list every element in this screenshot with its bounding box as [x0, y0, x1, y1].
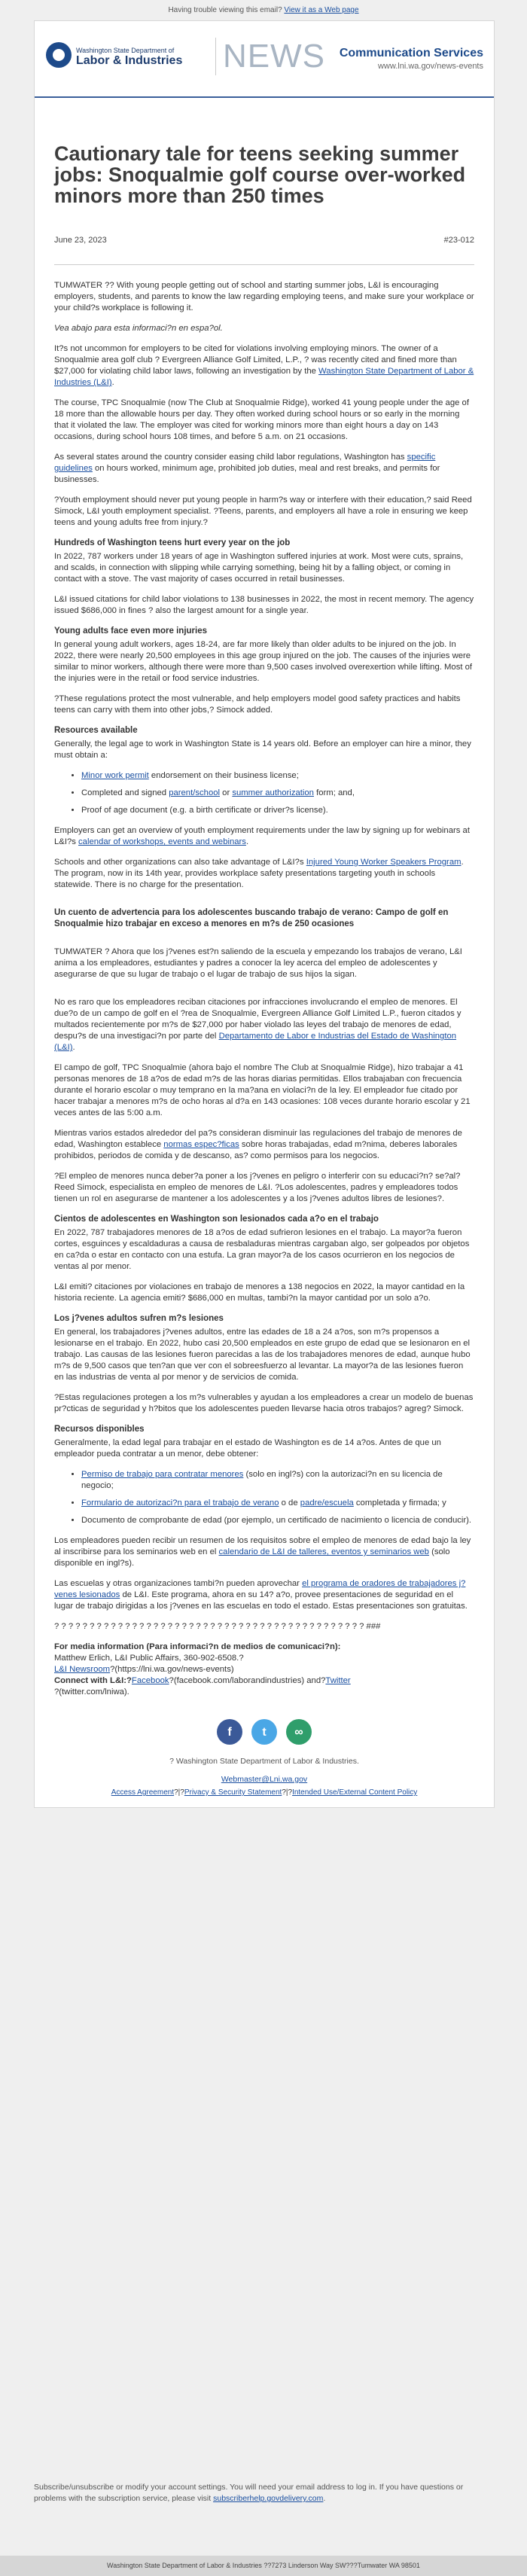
requisitos-list: [54, 1469, 474, 1526]
paragraph: In general young adult workers, ages 18-24, are far more likely than older adults to be injured on the job. In 2022, there were nearly 20,500 employees in this age group injured on the job. The causes of the injuries were similar to minor workers, although there were more than 9,500 cases involved overexertion while lifting. Most of the injuries were in the retail or food service industries.: [54, 640, 473, 683]
facebook-icon[interactable]: f: [217, 1719, 242, 1745]
paragraph: L&I emiti? citaciones por violaciones en trabajo de menores a 138 negocios en 2022, la mayor cantidad en la historia reciente. La agencia emiti? $686,000 en multas, tambi?n la mayor cantidad por un solo a?o.: [54, 1282, 465, 1303]
list-item: • Documento de comprobante de edad (por ejemplo, un certificado de nacimiento o licencia de conducir).: [81, 1515, 474, 1526]
email-card: [34, 20, 495, 1808]
paragraph: En 2022, 787 trabajadores menores de 18 a?os de edad sufrieron lesiones en el trabajo. La mayor?a fueron cortes, esguinces y escaldaduras a causa de resbaladuras mientras cargaban algo, ser golpeados por objetos en ca?da o estar en contacto con una estufa. La gran mayor?a de los casos ocurrieron en los negocios de ventas al por menor.: [54, 1228, 470, 1271]
privacy-link[interactable]: Privacy & Security Statement: [184, 1788, 282, 1797]
subscriber-help-link[interactable]: subscriberhelp.govdelivery.com: [213, 2494, 324, 2503]
access-agreement-link[interactable]: Access Agreement: [111, 1788, 175, 1797]
spanish-note: Vea abajo para esta informaci?n en espa?ol.: [54, 324, 223, 333]
summer-auth-link[interactable]: summer authorization: [232, 788, 314, 797]
logo-dept: Washington State Department of: [76, 47, 175, 54]
connect-label: Connect with L&I:?: [54, 1676, 132, 1685]
facebook-link[interactable]: Facebook: [131, 1676, 169, 1685]
formulario-link[interactable]: Formulario de autorizaci?n para el trabajo de verano: [81, 1498, 279, 1507]
quote-paragraph: ?Youth employment should never put young people in harm?s way or interfere with their education,? said Reed Simock, L&I youth employment specialist. ?Teens, parents, and employers all have a role in ensuring we keep teens and young adults free from injury.?: [54, 495, 472, 527]
newsroom-link[interactable]: L&I Newsroom: [54, 1665, 111, 1674]
lni-link[interactable]: Washington State Department of Labor & Industries (L&I): [54, 367, 474, 387]
comm-services-title: Communication Services: [339, 47, 483, 59]
paragraph: It?s not uncommon for employers to be cited for violations involving employing minors. The owner of a Snoqualmie area golf club ? Evergreen Alliance Golf Limited, L.P., ? was recently cited and fined more than $27,000 for violating child labor laws, following an investigation by the Washington State Department of Labor & Industries (L&I).: [54, 344, 474, 387]
release-number: #23-012: [443, 236, 474, 245]
permiso-link[interactable]: Permiso de trabajo para contratar menores: [81, 1470, 244, 1479]
social-icons: [54, 1719, 474, 1745]
header-banner: [35, 21, 494, 98]
paragraph: L&I issued citations for child labor violations to 138 businesses in 2022, the most in recent memory. The agency issued $686,000 in fines ? also the largest amount for a single year.: [54, 595, 474, 615]
guidelines-link[interactable]: specific guidelines: [54, 453, 436, 473]
paragraph: Las escuelas y otras organizaciones tambi?n pueden aprovechar el programa de oradores de trabajadores j?venes lesionados de L&I. Este programa, ahora en su 14? a?o, provee presentaciones de seguridad en el lugar de trabajo dirigidas a los j?venes en las escuelas en todo el estado. Estas presentaciones son gratuitas.: [54, 1579, 468, 1611]
paragraph: El campo de golf, TPC Snoqualmie (ahora bajo el nombre The Club at Snoqualmie Ridge), hizo trabajar a 41 personas menores de 18 a?os de edad m?s de las horas diarias permitidas. Ellos trabajaban con frecuencia durante el horario escolar o muy temprano en la ma?ana en violaci?n de la ley. El empleador fue citado por hacer trabajar a menores m?s de ocho horas al d?a en 143 ocasiones: 108 veces durante horario escolar y 21 veces antes de las 5:00 a.m.: [54, 1063, 471, 1117]
logo-agency: Labor & Industries: [76, 54, 183, 67]
media-heading: For media information (Para informaci?n de medios de comunicaci?n):: [54, 1642, 341, 1651]
news-wordmark: NEWS: [223, 38, 325, 75]
paragraph: Employers can get an overview of youth employment requirements under the law by signing up for webinars at L&I?s calendar of workshops, events and webinars.: [54, 826, 470, 846]
paragraph: Generalmente, la edad legal para trabajar en el estado de Washington es de 14 a?os. Antes de que un empleador pueda contratar a un menor, debe obtener:: [54, 1438, 441, 1459]
link-icon[interactable]: ∞: [286, 1719, 312, 1745]
spanish-title: Un cuento de advertencia para los adolescentes buscando trabajo de verano: Campo de golf en Snoqualmie hizo trabajar en exceso a menores en m?s de 250 ocasiones: [54, 908, 449, 928]
intended-use-link[interactable]: Intended Use/External Content Policy: [292, 1788, 418, 1797]
media-info: For media information (Para informaci?n de medios de comunicaci?n): Matthew Erlich, L&I Public Affairs, 360-902-6508.? L&I Newsroom?(https://lni.wa.gov/news-events) Connect with L&I:?Facebook?(facebook.com/laborandindustries) and?Twitter ?(twitter.com/lniwa).: [54, 1642, 351, 1697]
requirements-list: [54, 770, 474, 816]
divider: [54, 264, 474, 265]
section-heading: Recursos disponibles: [54, 1425, 145, 1434]
paragraph: En general, los trabajadores j?venes adultos, entre las edades de 18 a 24 a?os, son m?s propensos a lesionarse en el trabajo. En 2022, hubo casi 20,500 empleados en este grupo de edad que se lesionaron en el trabajo. Las causas de las lesiones fueron parecidas a las de los trabajadores menores de edad, aunque hubo m?s de 9,500 casos que ten?an que ver con el sobreesfuerzo al levantar. La mayor?a de las lesiones fueron en las industrias de venta al por menor y de servicios de comida.: [54, 1328, 471, 1382]
release-date: June 23, 2023: [54, 236, 107, 245]
normas-link[interactable]: normas espec?ficas: [163, 1140, 239, 1149]
comm-services-url: www.lni.wa.gov/news-events: [377, 62, 483, 71]
end-marker: ? ? ? ? ? ? ? ? ? ? ? ? ? ? ? ? ? ? ? ? ? ? ? ? ? ? ? ? ? ? ? ? ? ? ? ? ? ? ? ? ? ? ? ? ###: [54, 1622, 381, 1631]
list-item: • Formulario de autorizaci?n para el trabajo de verano o de padre/escuela completada y firmada; y: [81, 1498, 474, 1509]
paragraph: The course, TPC Snoqualmie (now The Club at Snoqualmie Ridge), worked 41 young people under the age of 18 more than the allowable hours per day. They often worked during school hours or so early in the morning that it violated the law. The employer was cited for working minors more than eight hours a day on 143 occasions, during school hours 108 times, and before 5 a.m. on 21 occasions.: [54, 398, 469, 441]
twitter-icon[interactable]: t: [251, 1719, 277, 1745]
speakers-program-link[interactable]: Injured Young Worker Speakers Program: [306, 858, 462, 867]
section-heading: Resources available: [54, 726, 138, 735]
view-web-link[interactable]: View it as a Web page: [284, 6, 359, 14]
calendario-link[interactable]: calendario de L&I de talleres, eventos y seminarios web: [218, 1547, 429, 1556]
list-item: • Proof of age document (e.g. a birth certificate or driver?s license).: [81, 805, 474, 816]
paragraph: Schools and other organizations can also take advantage of L&I?s Injured Young Worker Speakers Program. The program, now in its 14th year, provides workplace safety presentations targeting youth in schools statewide. There is no charge for the presentation.: [54, 858, 464, 889]
paragraph: As several states around the country consider easing child labor regulations, Washington has specific guidelines on hours worked, minimum age, prohibited job duties, meal and rest breaks, and permits for businesses.: [54, 453, 440, 484]
padre-escuela-link[interactable]: padre/escuela: [300, 1498, 354, 1507]
calendar-link[interactable]: calendar of workshops, events and webinars: [78, 837, 246, 846]
paragraph: No es raro que los empleadores reciban citaciones por infracciones involucrando el empleo de menores. El due?o de un campo de golf en el ?rea de Snoqualmie, Evergreen Alliance Golf Limited L.P., fueron citados y multados recientemente por m?s de $27,000 por haber violado las leyes del trabajo de menores de edad, despu?s de una investigaci?n por parte del Departamento de Labor e Industrias del Estado de Washington (L&I).: [54, 998, 462, 1052]
twitter-link[interactable]: Twitter: [325, 1676, 351, 1685]
section-heading: Los j?venes adultos sufren m?s lesiones: [54, 1314, 224, 1323]
paragraph: Generally, the legal age to work in Washington State is 14 years old. Before an employer can hire a minor, they must obtain a:: [54, 739, 471, 760]
parent-school-link[interactable]: parent/school: [169, 788, 221, 797]
footer: [35, 1752, 494, 1788]
section-heading: Young adults face even more injuries: [54, 626, 208, 636]
trouble-text: Having trouble viewing this email?: [168, 6, 282, 14]
paragraph: In 2022, 787 workers under 18 years of age in Washington suffered injuries at work. Most were cuts, sprains, and scalds, in connection with slipping while carrying something, being hit by a falling object, or coming in contact with a stove. The vast majority of cases occurred in retail businesses.: [54, 552, 464, 584]
paragraph: ?Estas regulaciones protegen a los m?s vulnerables y ayudan a los empleadores a crear un modelo de buenas pr?cticas de seguridad y h?bitos que los adolescentes pueden llevarse hacia otros trabajos? agreg? Simock.: [54, 1393, 474, 1413]
paragraph: ?These regulations protect the most vulnerable, and help employers model good safety practices and habits teens can carry with them into other jobs,? Simock added.: [54, 694, 461, 715]
oradores-link[interactable]: el programa de oradores de trabajadores j?venes lesionados: [54, 1579, 466, 1599]
policy-links: Access Agreement?|?Privacy & Security Statement?|?Intended Use/External Content Policy: [111, 1788, 418, 1797]
address-bar: Washington State Department of Labor & Industries ??7273 Linderson Way SW???Tumwater WA 98501: [0, 2556, 527, 2576]
intro-paragraph: TUMWATER ?? With young people getting out of school and starting summer jobs, L&I is encouraging employers, students, and parents to know the law regarding employing teens, and make sure your workplace or your child?s workplace is following it.: [54, 281, 474, 312]
paragraph: TUMWATER ? Ahora que los j?venes est?n saliendo de la escuela y empezando los trabajos de verano, L&I anima a los empleadores, estudiantes y padres a conocer la ley acerca del empleo de adolescentes y asegurarse de que su lugar de trabajo o el lugar de trabajo de sus hijos la sigan.: [54, 947, 462, 979]
section-heading: Cientos de adolescentes en Washington son lesionados cada a?o en el trabajo: [54, 1215, 379, 1224]
section-heading: Hundreds of Washington teens hurt every year on the job: [54, 538, 291, 547]
dateline: [54, 235, 474, 246]
paragraph: Mientras varios estados alrededor del pa?s consideran disminuir las regulaciones del trabajo de menores de edad, Washington establece normas espec?ficas sobre horas trabajadas, edad m?nima, deberes laborales prohibidos, periodos de comida y de descanso, as? como permisos para los negocios.: [54, 1129, 462, 1160]
paragraph: ?El empleo de menores nunca deber?a poner a los j?venes en peligro o interferir con su educaci?n? se?al? Reed Simock, especialista en empleo de menores de L&I. ?Los adolescentes, padres y empleadores todos tienen un rol en asegurarse de mantener a los adolescentes y a los j?venes adultos libres de lesiones?.: [54, 1172, 461, 1203]
lni-logo-icon: [46, 42, 72, 68]
paragraph: Los empleadores pueden recibir un resumen de los requisitos sobre el empleo de menores de edad bajo la ley al inscribirse para los seminarios web en el calendario de L&I de talleres, eventos y seminarios web (solo disponible en ingl?s).: [54, 1536, 471, 1568]
list-item: • Permiso de trabajo para contratar menores (solo en ingl?s) con la autorizaci?n en su licencia de negocio;: [81, 1469, 474, 1492]
article-content: [35, 143, 494, 1745]
minor-permit-link[interactable]: Minor work permit: [81, 771, 149, 780]
media-contact: Matthew Erlich, L&I Public Affairs, 360-902-6508.?: [54, 1654, 244, 1663]
list-item: • Minor work permit endorsement on their business license;: [81, 770, 474, 782]
lni-spanish-link[interactable]: Departamento de Labor e Industrias del Estado de Washington (L&I): [54, 1032, 457, 1052]
header-divider: [215, 38, 216, 75]
webmaster-link[interactable]: Webmaster@Lni.wa.gov: [221, 1775, 308, 1784]
list-item: • Completed and signed parent/school or summer authorization form; and,: [81, 788, 474, 799]
copyright: ? Washington State Department of Labor & Industries.: [169, 1757, 359, 1766]
article-title: Cautionary tale for teens seeking summer jobs: Snoqualmie golf course over-worked minors more than 250 times: [54, 142, 466, 207]
subscription-note: Subscribe/unsubscribe or modify your account settings. You will need your email address to log in. If you have questions or problems with the subscription service, please visit subscriberhelp.govdelivery.com.: [34, 2483, 464, 2503]
view-web-note: [0, 0, 527, 19]
